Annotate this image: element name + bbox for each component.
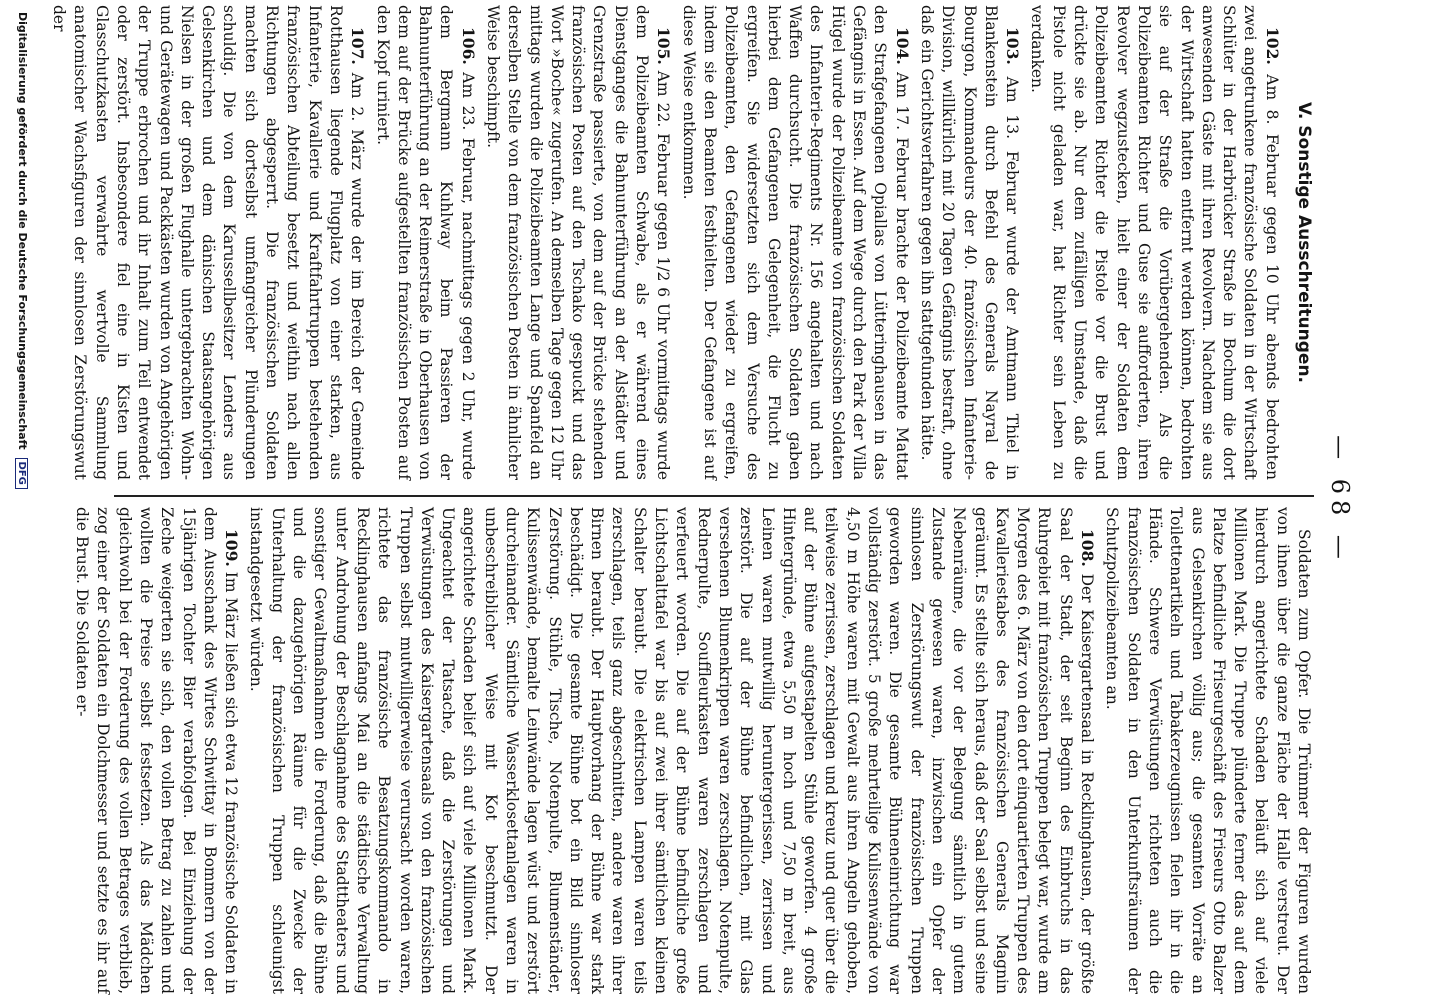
paragraph xyxy=(245,507,1098,994)
paragraph-text: Am 2. März wurde der im Bereich der Gemeinde Rotthausen liegende Flugplatz von einer starken, aus Infanterie, Kavallerie und Kraftfahrtruppen bestehenden französischen Abteilung besetzt und weithin nach allen Richtungen abgesperrt. Die französischen Soldaten machten sich dortselbst umfangreicher Plünderungen schuldig. Die von dem Karussellbesitzer Lenders aus Gelsenkirchen und dem dänischen Staatsangehörigen Nielsen in der großen Flughalle untergebrachten Wohn- und Gerätewagen und Packkästen wurden von Angehörigen der Truppe erbrochen und ihr Inhalt zum Teil entwendet oder zerstört. Insbesondere fiel eine in Kisten und Glasschutzkasten verwahrte wertvolle Sammlung anatomischer Wachsfiguren der sinnlosen Zerstörungswut der xyxy=(50,5,367,480)
paragraph-number: 109. xyxy=(222,529,242,567)
paragraph-text: Der Kaisergartensaal in Recklinghausen, der größte Saal der Stadt, der seit Beginn des Einbruchs in das Ruhrgebiet mit französischen Truppen belegt war, wurde am Morgen des 6. März von den dort einquartierten Truppen des Kavalleriestabes des französischen Generals Magnin geräumt. Es stellte sich heraus, daß der Saal selbst und seine Nebenräume, die vor der Belegung sämtlich in gutem Zustande gewesen waren, inzwischen ein Opfer der sinnlosen Zerstörungswut der französischen Truppen geworden waren. Die gesamte Bühneneinrichtung war vollständig zerstört. 5 große mehrteilige Kulissenwände von 4,50 m Höhe waren mit Gewalt aus ihren Angeln gehoben, teilweise zerrissen, zerschlagen und kreuz und quer über die auf der Bühne aufgestapelten Stühle geworfen. 4 große Hintergründe, etwa 5,50 m hoch und 7,50 m breit, aus Leinen waren mutwillig heruntergerissen, zerrissen und zerstört. Die auf der Bühne befindlichen, mit Glas versehenen Blumenkrippen waren zerschlagen. Notenpulte, Rednerpulte, Soufflеurkasten waren zerschlagen und verfeuert worden. Die auf der Bühne befindliche große Lichtschalttafel war bis auf zwei ihrer sämtlichen kleinen Schalter beraubt. Die elektrischen Lampen waren teils zerschlagen, teils ganz abgeschnitten, andere waren ihrer Birnen beraubt. Der Hauptvorhang der Bühne war stark beschädigt. Die gesamte Bühne bot ein Bild sinnloser Zerstörung. Stühle, Tische, Notenpulte, Blumenständer, Kulissenwände, bemalte Leinwände lagen wüst und zerstört durcheinander. Sämtliche Wasserklosettanlagen waren in unbeschreiblicher Weise mit Kot beschmutzt. Der angerichtete Schaden belief sich auf viele Millionen Mark. Ungeachtet der Tatsache, daß die Zerstörungen und Verwüstungen des Kaisergartensaals von den französischen Truppen selbst mutwilligerweise verursacht worden waren, richtete das französische Besatzungskommando in Recklinghausen anfangs Mai an die städtische Verwaltung unter Androhung der Beschlagnahme des Stadttheaters und sonstiger Gewaltmaßnahmen die Forderung, daß die Bühne und die dazugehörigen Räume für die Zwecke der Unterhaltung der französischen Truppen schleunigst instandgesetzt würden. xyxy=(247,507,1097,994)
paragraph xyxy=(677,5,912,480)
page-number: — 68 — xyxy=(1326,435,1354,565)
paragraph-number: 105. xyxy=(654,27,674,65)
paragraph-text: Soldaten zum Opfer. Die Trümmer der Figuren wurden von ihnen über die ganze Fläche der Halle verstreut. Der hierdurch angerichtete Schaden beläuft sich auf viele Millionen Mark. Die Truppe plünderte ferner das auf dem Platze befindliche Friseurgeschäft des Friseurs Otto Balzer aus Gelsenkirchen völlig aus; die gesamten Vorräte an Toilettenartikeln und Tabakerzeugnissen fielen ihr in die Hände. Schwere Verwüstungen richteten auch die französischen Soldaten in den Unterkunftsräumen der Schutzpolizeibeamten an. xyxy=(1103,507,1313,994)
section-heading: V. Sonstige Ausschreitungen. xyxy=(1294,101,1314,384)
paragraph xyxy=(482,5,675,480)
paragraph-number: 103. xyxy=(1003,27,1023,65)
paragraph-number: 108. xyxy=(1078,529,1098,567)
paragraph-text: Im März ließen sich etwa 12 französische Soldaten in dem Ausschank des Wirtes Schwittay in Bommern von der 15jährigen Tochter Bier verabfolgen. Bei Einziehung der Zeche weigerten sie sich, den vollen Betrag zu zahlen und wollten die Preise selbst festsetzen. Als das Mädchen gleichwohl bei der Forderung des vollen Betrages verblieb, zog einer der Soldaten ein Dolchmesser und setzte es ihr auf die Brust. Die Soldaten er- xyxy=(73,507,241,994)
dfg-logo: DFG xyxy=(15,458,28,489)
paragraph xyxy=(1101,507,1314,994)
footer-text: Digitalisierung gefördert durch die Deutsche Forschungsgemeinschaft xyxy=(16,12,29,450)
paragraph xyxy=(48,5,368,480)
left-column xyxy=(45,5,1314,480)
paragraph xyxy=(1026,5,1283,480)
right-column xyxy=(68,507,1314,994)
paragraph xyxy=(371,5,478,480)
paragraph-number: 102. xyxy=(1262,27,1282,65)
paragraph-text: Am 23. Februar, nachmittags gegen 2 Uhr, wurde dem Bergmann Kuhlway beim Passieren der Bahnunterführung an der Reimerstraße in Oberhausen von dem auf der Brücke aufgestellten französischen Posten auf den Kopf uriniert. xyxy=(373,5,477,480)
paragraph-number: 104. xyxy=(892,27,912,65)
paragraph-number: 107. xyxy=(348,27,368,65)
column-divider xyxy=(114,495,1314,497)
paragraph-text: Am 17. Februar brachte der Polizeibeamte Mattat den Strafgefangenen Opiallas von Lütteringhausen in das Gefängnis in Essen. Auf dem Wege durch den Park der Villa Hügel wurde der Polizeibeamte von französischen Soldaten des Infanterie-Regiments Nr. 156 angehalten und nach Waffen durchsucht. Die französischen Soldaten gaben hierbei dem Gefangenen Gelegenheit, die Flucht zu ergreifen. Sie widersetzten sich dem Versuche des Polizeibeamten, den Gefangenen wieder zu ergreifen, indem sie den Beamten festhielten. Der Gefangene ist auf diese Weise entkommen. xyxy=(679,5,911,480)
paragraph-text: Am 8. Februar gegen 10 Uhr abends bedrohten zwei angetrunkene französische Soldaten in der Wirtschaft Schlüter in der Harbrücker Straße in Bochum die dort anwesenden Gäste mit ihren Revolvern. Nachdem sie aus der Wirtschaft hatten entfernt werden können, bedrohten sie auf der Straße die Vorübergehenden. Als die Polizeibeamten Richter und Guse sie aufforderten, ihren Revolver wegzustecken, hielt einer der Soldaten dem Polizeibeamten Richter die Pistole vor die Brust und drückte sie ab. Nur dem zufälligen Umstande, daß die Pistole nicht geladen war, hat Richter sein Leben zu verdanken. xyxy=(1028,5,1281,480)
footer-credit xyxy=(15,12,29,489)
paragraph xyxy=(916,5,1023,480)
paragraph-text: Am 13. Februar wurde der Amtmann Thiel in Blankenstein durch Befehl des Generals Nayral de Bourgon, Kommandeurs der 40. französischen Infanterie-Division, willkürlich mit 20 Tagen Gefängnis bestraft, ohne daß ein Gerichtsverfahren gegen ihn stattgefunden hätte. xyxy=(917,5,1022,480)
paragraph xyxy=(71,507,242,994)
paragraph-number: 106. xyxy=(458,27,478,65)
paragraph-text: Am 22. Februar gegen 1/2 6 Uhr vormittags wurde dem Polizeibeamten Schwabe, als er während eines Dienstganges die Bahnunterführung an der Alstädter und Grenzstraße passierte, von dem auf der Brücke stehenden französischen Posten auf den Tschako gespuckt und das Wort »Boche« zugerufen. An demselben Tage gegen 12 Uhr mittags wurden die Polizeibeamten Lange und Spanfeld an derselben Stelle von dem französischen Posten in ähnlicher Weise beschimpft. xyxy=(484,5,673,480)
